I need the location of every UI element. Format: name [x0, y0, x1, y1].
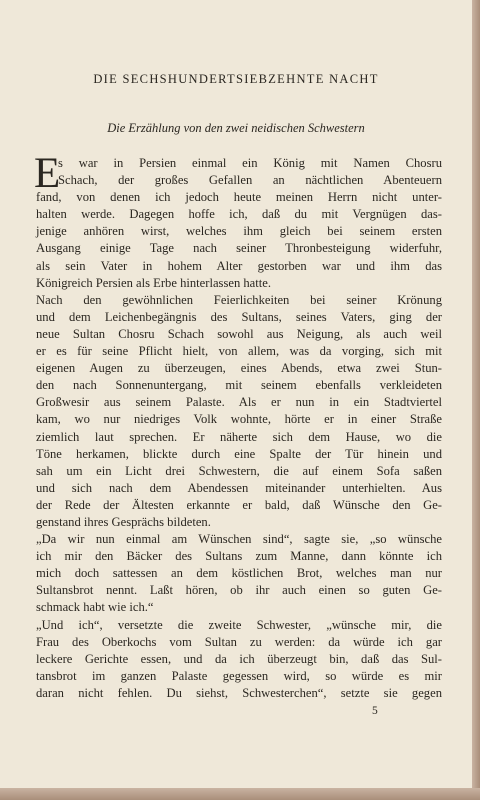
- text-line: mich doch sattessen an dem köstlichen Brot, welches man nur: [36, 566, 442, 581]
- text-line: tansbrot im ganzen Palaste gegessen wird, so würde es mir: [36, 668, 442, 683]
- text-line: der Rede der Ältesten erkannte er bald, daß Wünsche den Ge-: [36, 497, 442, 512]
- text-line: neue Sultan Chosru Schach sowohl aus Neigung, als auch weil: [36, 326, 442, 341]
- drop-cap: E: [34, 150, 61, 197]
- text-line: ich mir den Bäcker des Sultans zum Manne, dann könnte ich: [36, 549, 442, 564]
- text-line: und sich nach dem Abendessen miteinander unterhielten. Aus: [36, 480, 442, 495]
- text-line: Königreich Persien als Erbe hinterlassen hatte.: [36, 275, 272, 290]
- text-line: den nach Sonnenuntergang, mit seinem ebenfalls verkleideten: [36, 378, 442, 393]
- text-line: Ausgang einige Tage nach seiner Thronbesteigung widerfuhr,: [36, 241, 442, 256]
- text-line: „Und ich“, versetzte die zweite Schwester, „wünsche mir, die: [36, 617, 442, 632]
- text-line: Frau des Oberkochs vom Sultan zu werden: da würde ich gar: [36, 634, 442, 649]
- body-text: [34, 150, 442, 702]
- text-line: eigenen Augen zu überzeugen, eines Abends, etwa zwei Stun-: [36, 361, 442, 376]
- text-line: er es für seine Pflicht hielt, von allem, was da vorging, sich mit: [36, 344, 442, 359]
- text-line: „Da wir nun einmal am Wünschen sind“, sagte sie, „so wünsche: [36, 532, 442, 547]
- text-line: daran nicht fehlen. Du siehst, Schwesterchen“, setzte sie gegen: [36, 685, 442, 700]
- text-line: als sein Vater in hohem Alter gestorben war und ihm das: [36, 258, 442, 273]
- text-line: schmack habt wie ich.“: [36, 600, 154, 615]
- chapter-title: DIE SECHSHUNDERTSIEBZEHNTE NACHT: [93, 72, 379, 86]
- page-edge-right: [472, 0, 480, 800]
- text-line: sah um ein Licht drei Schwestern, die auf einem Sofa saßen: [36, 463, 442, 478]
- text-line: s war in Persien einmal ein König mit Namen Chosru: [58, 156, 442, 170]
- text-line: Töne herkamen, blickte durch eine Spalte der Tür hinein und: [36, 446, 442, 461]
- page-number: 5: [372, 705, 378, 717]
- text-line: und dem Leichenbegängnis des Sultans, seines Vaters, ging der: [36, 309, 442, 324]
- page-edge-bottom: [0, 788, 480, 800]
- text-line: jenige anhören wirst, welches ihm gleich bei seinem ersten: [36, 224, 442, 239]
- text-line: kam, wo nur niedriges Volk wohnte, hörte er in einer Straße: [36, 412, 442, 427]
- text-line: leckere Gerichte essen, und da ich überzeugt bin, daß das Sul-: [36, 651, 442, 666]
- chapter-subtitle: Die Erzählung von den zwei neidischen Schwestern: [107, 121, 365, 135]
- text-line: halten werde. Dagegen hoffe ich, daß du mit Vergnügen das-: [36, 207, 442, 222]
- text-line: genstand ihres Gesprächs bildeten.: [36, 514, 211, 529]
- text-line: ziemlich laut sprechen. Er näherte sich dem Hause, wo die: [36, 429, 442, 444]
- text-line: fand, von denen ich jedoch heute meinen Herrn nicht unter-: [36, 190, 442, 205]
- text-line: Nach den gewöhnlichen Feierlichkeiten bei seiner Krönung: [36, 292, 442, 307]
- text-line: Sultansbrot nennt. Laßt hören, ob ihr auch einen so guten Ge-: [36, 583, 442, 598]
- text-line: Großwesir aus seinem Palaste. Als er nun in ein Stadtviertel: [36, 395, 442, 410]
- text-line: Schach, der großes Gefallen an nächtlichen Abenteuern: [58, 173, 442, 188]
